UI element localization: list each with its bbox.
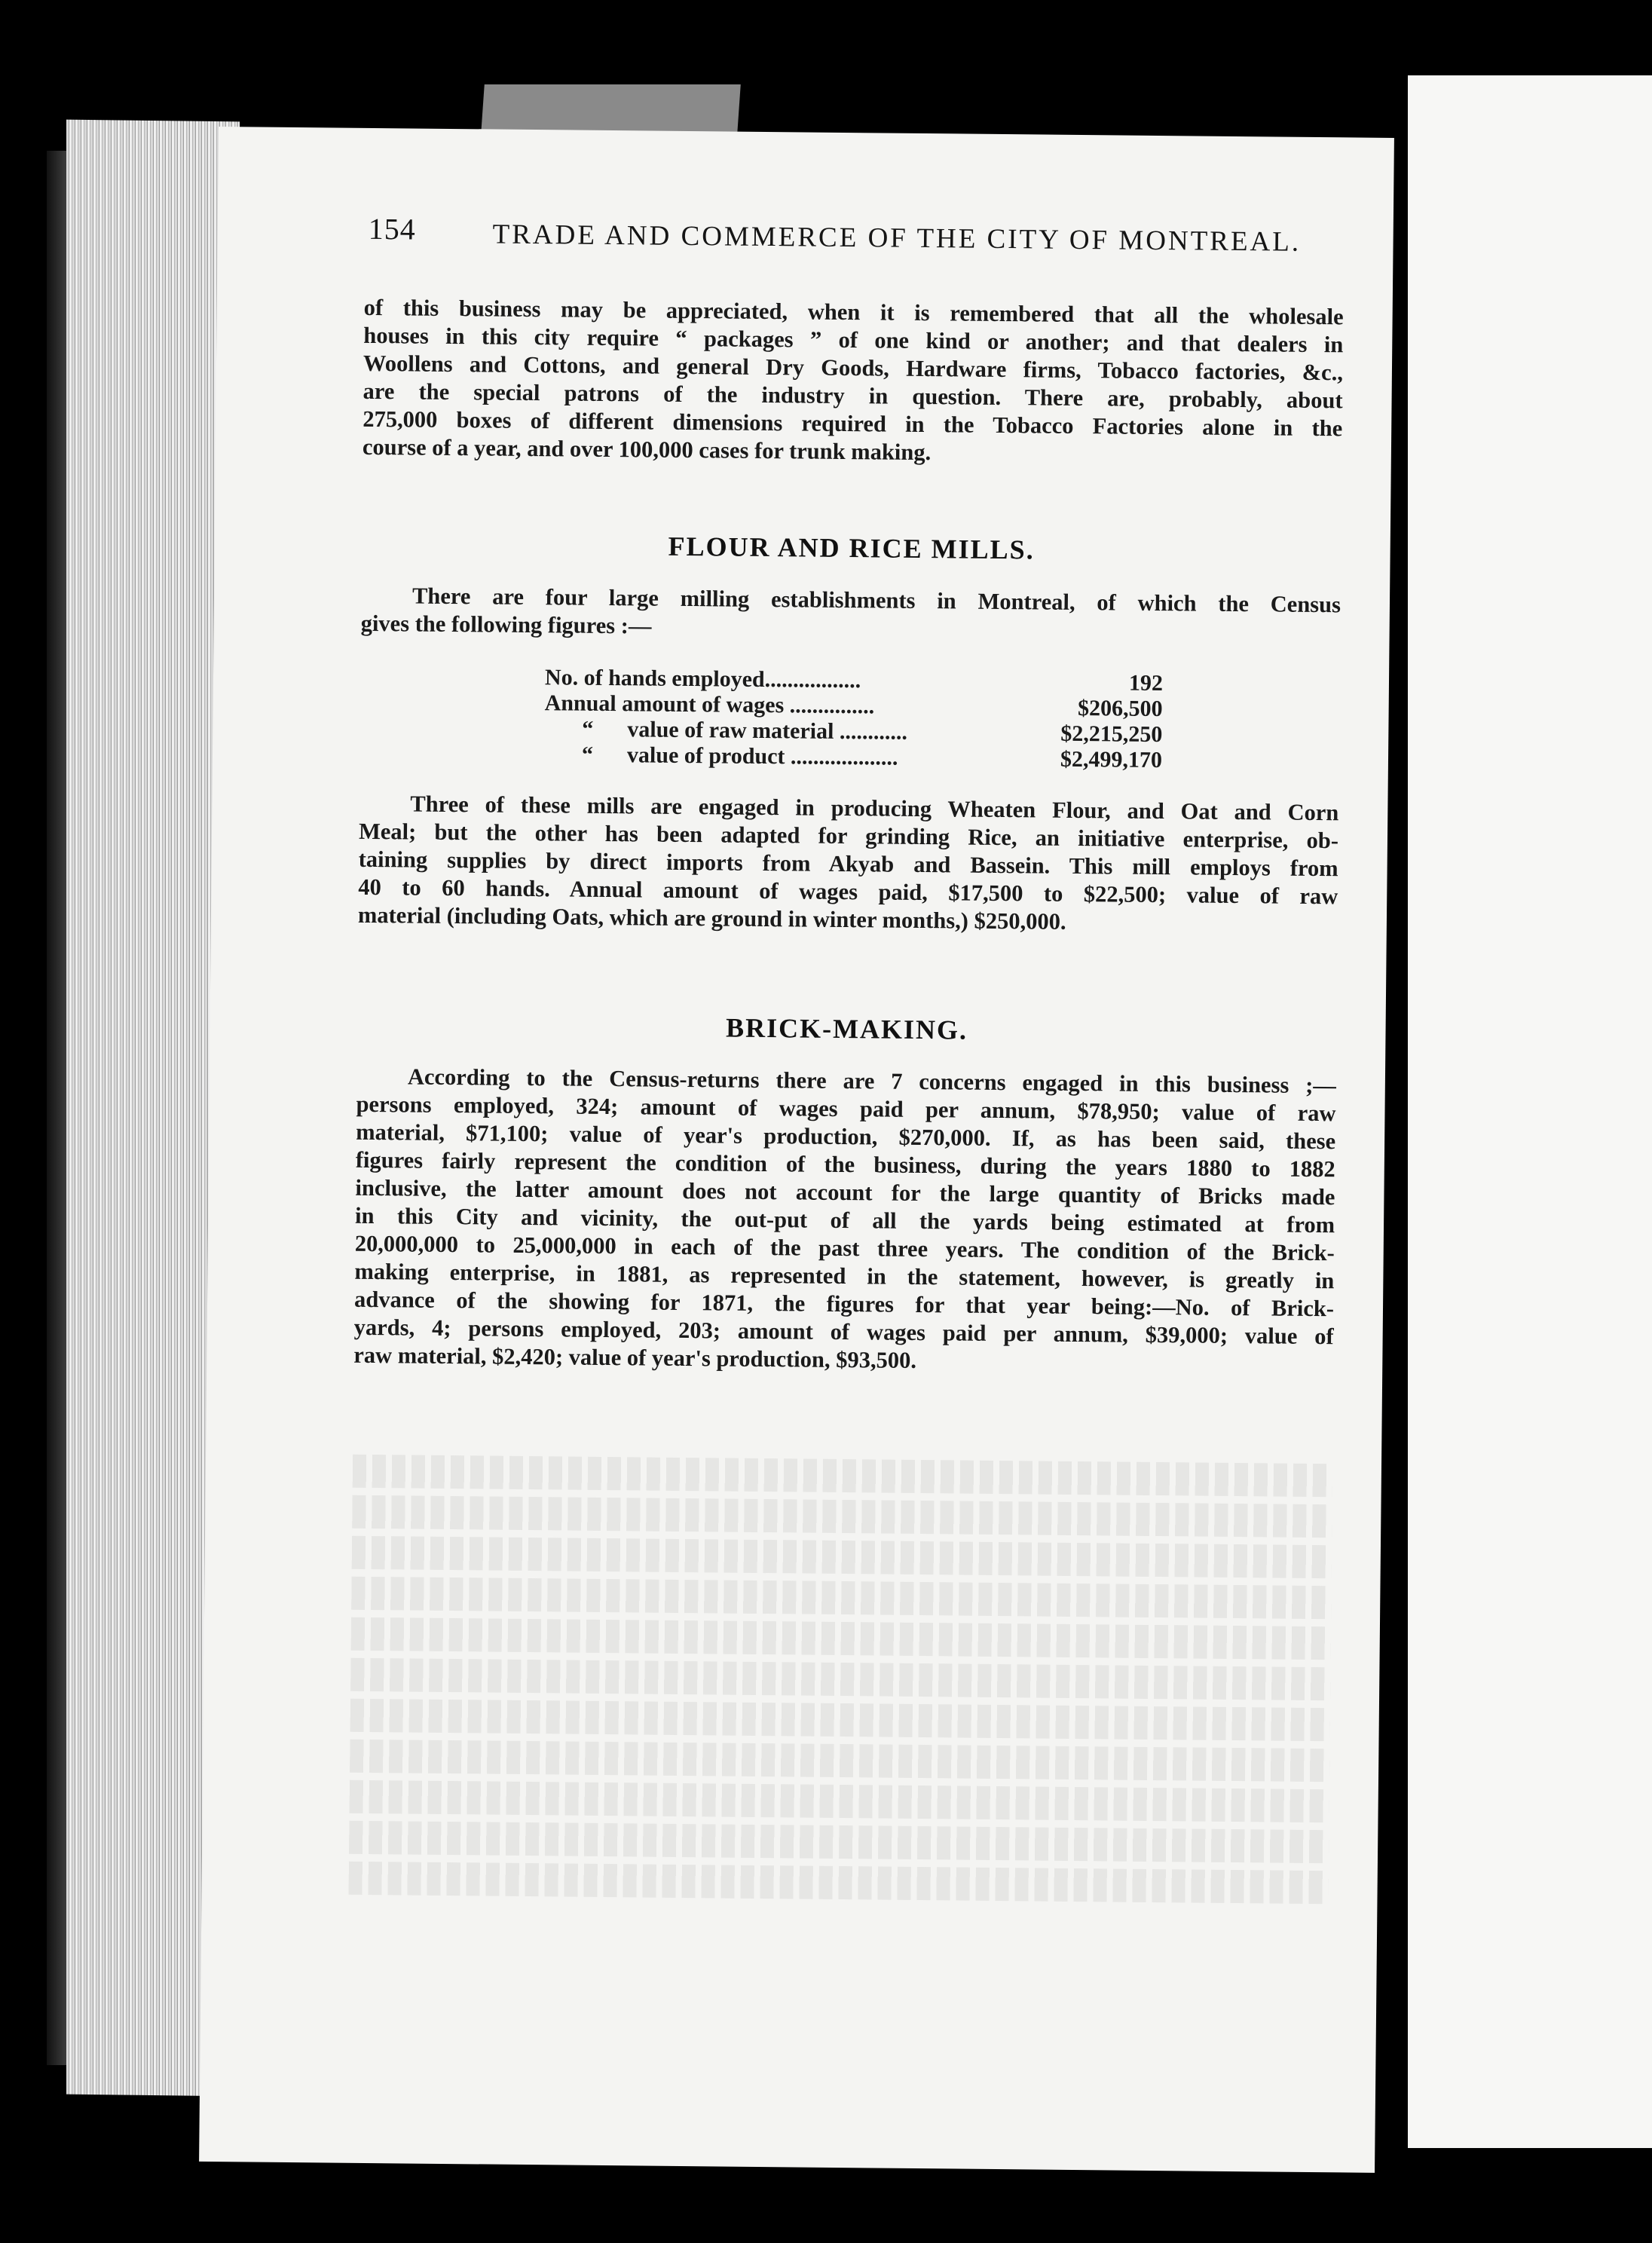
- bleed-line: [352, 1536, 1332, 1578]
- text-line: course of a year, and over 100,000 cases for trunk making.: [362, 433, 932, 466]
- row-label: No. of hands employed.................: [544, 665, 861, 693]
- row-value: 192: [1128, 670, 1164, 696]
- text-line: material, $71,100; value of year's production, $270,000. If, as has been said, these: [356, 1118, 1336, 1155]
- text-line: figures fairly represent the condition of the business, during the years 1880 to 1882: [355, 1146, 1335, 1183]
- row-label: Annual amount of wages ...............: [544, 690, 875, 719]
- row-label: value of raw material ............: [627, 717, 908, 745]
- text-line: Three of these mills are engaged in producing Wheaten Flour, and Oat and Corn: [410, 791, 1339, 826]
- text-line: persons employed, 324; amount of wages paid per annum, $78,950; value of raw: [356, 1091, 1336, 1127]
- bleed-line: [353, 1455, 1332, 1497]
- table-row: [544, 742, 1162, 773]
- running-head-title: TRADE AND COMMERCE OF THE CITY OF MONTREAL.: [492, 219, 1302, 258]
- text-line: of this business may be appreciated, when it is remembered that all the wholesale: [363, 294, 1344, 330]
- text-line: making enterprise, in 1881, as represented in the statement, however, is greatly in: [354, 1258, 1335, 1294]
- show-through-text: [348, 1455, 1332, 1911]
- text-line: taining supplies by direct imports from Akyab and Bassein. This mill employs from: [358, 846, 1338, 882]
- row-value: $2,215,250: [1060, 721, 1163, 748]
- ditto-mark: “: [581, 742, 594, 767]
- brick-body: [353, 1063, 1336, 1379]
- text-line: Meal; but the other has been adapted for grinding Rice, an initiative enterprise, ob-: [358, 818, 1339, 854]
- text-line: Woollens and Cottons, and general Dry Goods, Hardware firms, Tobacco factories, &c.,: [363, 350, 1344, 386]
- book-page: [199, 127, 1394, 2173]
- facing-page: [1408, 75, 1652, 2148]
- flour-intro: [361, 582, 1341, 647]
- text-line: material (including Oats, which are ground in winter months,) $250,000.: [357, 901, 1066, 935]
- bleed-line: [351, 1577, 1331, 1619]
- intro-paragraph: [363, 294, 1344, 470]
- bleed-line: [350, 1740, 1329, 1782]
- row-value: $2,499,170: [1060, 746, 1163, 773]
- flour-stats-table: [544, 665, 1163, 773]
- text-line: advance of the showing for 1871, the figures for that year being:—No. of Brick-: [353, 1286, 1335, 1322]
- text-line: There are four large milling establishments in Montreal, of which the Census: [411, 583, 1341, 618]
- flour-heading: FLOUR AND RICE MILLS.: [668, 531, 1035, 565]
- bleed-line: [348, 1862, 1328, 1904]
- bleed-line: [349, 1821, 1329, 1863]
- row-value: $206,500: [1077, 695, 1163, 722]
- text-line: gives the following figures :—: [360, 610, 652, 639]
- bleed-line: [350, 1780, 1329, 1822]
- bleed-line: [352, 1495, 1332, 1538]
- text-line: 40 to 60 hands. Annual amount of wages paid, $17,500 to $22,500; value of raw: [358, 874, 1338, 910]
- text-line: 275,000 boxes of different dimensions required in the Tobacco Factories alone in the: [363, 405, 1343, 442]
- text-line: According to the Census-returns there are 7 concerns engaged in this business ;—: [407, 1063, 1337, 1099]
- text-line: 20,000,000 to 25,000,000 in each of the past three years. The condition of the Brick-: [354, 1230, 1335, 1266]
- bleed-line: [351, 1617, 1331, 1660]
- text-line: are the special patrons of the industry in question. There are, probably, about: [363, 378, 1343, 414]
- text-line: inclusive, the latter amount does not account for the large quantity of Bricks made: [355, 1174, 1335, 1210]
- text-line: in this City and vicinity, the out-put of all the yards being estimated at from: [354, 1202, 1335, 1238]
- text-line: raw material, $2,420; value of year's production, $93,500.: [353, 1342, 917, 1373]
- running-header: [368, 211, 1318, 265]
- text-line: yards, 4; persons employed, 203; amount of wages paid per annum, $39,000; value of: [353, 1314, 1334, 1350]
- text-line: houses in this city require “ packages ” of one kind or another; and that dealers in: [363, 322, 1344, 358]
- page-number: 154: [368, 211, 416, 246]
- ditto-mark: “: [582, 716, 594, 742]
- flour-body: [358, 790, 1339, 938]
- row-label: value of product ...................: [626, 742, 898, 770]
- brick-heading: BRICK-MAKING.: [725, 1012, 968, 1045]
- bleed-line: [350, 1658, 1330, 1700]
- bleed-line: [350, 1699, 1330, 1741]
